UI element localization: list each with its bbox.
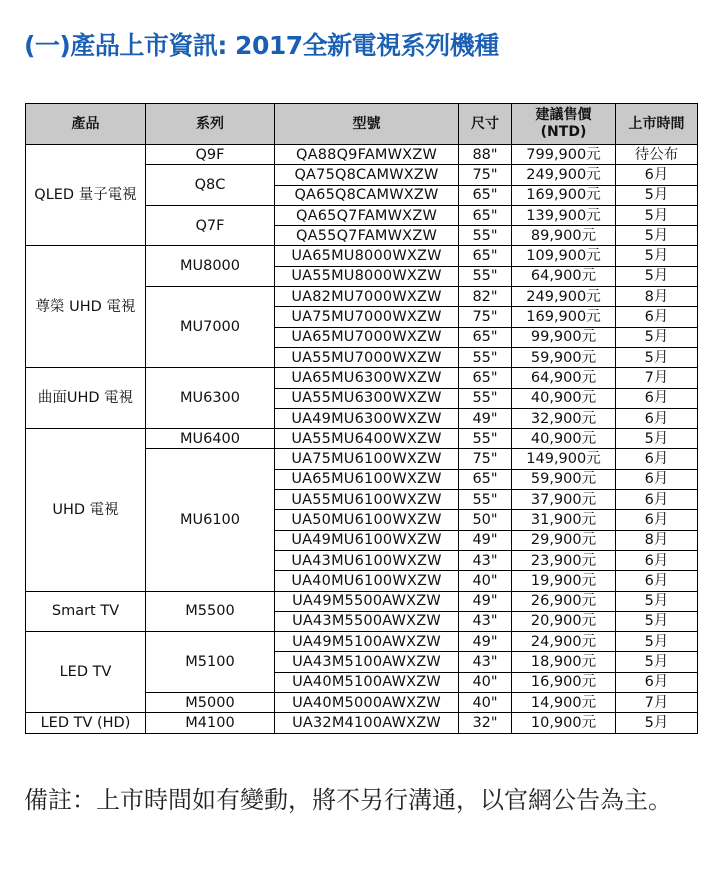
table-header-row [26, 104, 698, 145]
launch-cell: 5月 [616, 347, 698, 367]
product-cell: QLED 量子電視 [26, 145, 146, 246]
page-title: (一)產品上市資訊: 2017全新電視系列機種 [24, 31, 499, 60]
series-cell: M5500 [146, 591, 275, 632]
series-cell: M4100 [146, 713, 275, 733]
model-cell: UA43M5500AWXZW [275, 611, 459, 631]
size-cell: 40" [459, 571, 512, 591]
price-cell: 109,900元 [512, 246, 616, 266]
series-cell: Q7F [146, 205, 275, 246]
launch-cell: 5月 [616, 652, 698, 672]
price-cell: 169,900元 [512, 185, 616, 205]
launch-cell: 6月 [616, 490, 698, 510]
launch-cell: 5月 [616, 713, 698, 733]
launch-cell: 5月 [616, 185, 698, 205]
model-cell: UA75MU6100WXZW [275, 449, 459, 469]
size-cell: 32" [459, 713, 512, 733]
model-cell: UA49M5500AWXZW [275, 591, 459, 611]
price-cell: 249,900元 [512, 287, 616, 307]
price-cell: 31,900元 [512, 510, 616, 530]
product-cell: LED TV [26, 632, 146, 713]
launch-cell: 8月 [616, 287, 698, 307]
series-cell: MU6400 [146, 429, 275, 449]
launch-cell: 6月 [616, 307, 698, 327]
model-cell: UA32M4100AWXZW [275, 713, 459, 733]
launch-cell: 8月 [616, 530, 698, 550]
product-cell: Smart TV [26, 591, 146, 632]
table-row [26, 591, 698, 611]
price-cell: 64,900元 [512, 368, 616, 388]
price-cell: 19,900元 [512, 571, 616, 591]
table-row [26, 713, 698, 733]
size-cell: 40" [459, 693, 512, 713]
size-cell: 55" [459, 226, 512, 246]
model-cell: UA65MU8000WXZW [275, 246, 459, 266]
table-body [26, 145, 698, 734]
launch-cell: 6月 [616, 571, 698, 591]
launch-cell: 5月 [616, 327, 698, 347]
size-cell: 65" [459, 368, 512, 388]
size-cell: 75" [459, 165, 512, 185]
size-cell: 40" [459, 672, 512, 692]
model-cell: UA40M5100AWXZW [275, 672, 459, 692]
price-cell: 64,900元 [512, 266, 616, 286]
size-cell: 49" [459, 530, 512, 550]
launch-cell: 5月 [616, 611, 698, 631]
series-cell: Q8C [146, 165, 275, 206]
size-cell: 49" [459, 591, 512, 611]
table-row [26, 246, 698, 266]
price-cell: 249,900元 [512, 165, 616, 185]
series-cell: M5000 [146, 693, 275, 713]
price-cell: 59,900元 [512, 347, 616, 367]
launch-cell: 7月 [616, 693, 698, 713]
price-cell: 16,900元 [512, 672, 616, 692]
model-cell: UA49MU6300WXZW [275, 408, 459, 428]
model-cell: UA43MU6100WXZW [275, 550, 459, 570]
launch-cell: 6月 [616, 510, 698, 530]
price-cell: 149,900元 [512, 449, 616, 469]
price-cell: 799,900元 [512, 145, 616, 165]
price-cell: 26,900元 [512, 591, 616, 611]
launch-cell: 5月 [616, 226, 698, 246]
size-cell: 55" [459, 347, 512, 367]
table-row [26, 632, 698, 652]
series-cell: MU7000 [146, 287, 275, 368]
size-cell: 65" [459, 205, 512, 225]
price-cell: 40,900元 [512, 388, 616, 408]
model-cell: QA65Q7FAMWXZW [275, 205, 459, 225]
header-size: 尺寸 [459, 104, 512, 145]
model-cell: UA65MU6100WXZW [275, 469, 459, 489]
header-launch: 上市時間 [616, 104, 698, 145]
model-cell: UA82MU7000WXZW [275, 287, 459, 307]
model-cell: QA55Q7FAMWXZW [275, 226, 459, 246]
model-cell: UA55MU7000WXZW [275, 347, 459, 367]
price-cell: 20,900元 [512, 611, 616, 631]
model-cell: UA40M5000AWXZW [275, 693, 459, 713]
series-cell: MU6100 [146, 449, 275, 591]
launch-cell: 待公布 [616, 145, 698, 165]
launch-cell: 6月 [616, 165, 698, 185]
table-row [26, 368, 698, 388]
footnote: 備註：上市時間如有變動，將不另行溝通，以官網公告為主。 [24, 786, 672, 814]
size-cell: 55" [459, 490, 512, 510]
price-cell: 24,900元 [512, 632, 616, 652]
table-row [26, 429, 698, 449]
header-model: 型號 [275, 104, 459, 145]
product-cell: 曲面UHD 電視 [26, 368, 146, 429]
model-cell: UA65MU6300WXZW [275, 368, 459, 388]
launch-cell: 6月 [616, 408, 698, 428]
size-cell: 75" [459, 307, 512, 327]
tv-spec-table [25, 103, 698, 734]
launch-cell: 6月 [616, 449, 698, 469]
price-cell: 37,900元 [512, 490, 616, 510]
launch-cell: 7月 [616, 368, 698, 388]
header-series: 系列 [146, 104, 275, 145]
model-cell: UA75MU7000WXZW [275, 307, 459, 327]
price-cell: 169,900元 [512, 307, 616, 327]
model-cell: UA55MU6100WXZW [275, 490, 459, 510]
size-cell: 55" [459, 429, 512, 449]
model-cell: UA65MU7000WXZW [275, 327, 459, 347]
product-cell: UHD 電視 [26, 429, 146, 591]
price-cell: 99,900元 [512, 327, 616, 347]
size-cell: 43" [459, 550, 512, 570]
price-cell: 89,900元 [512, 226, 616, 246]
series-cell: Q9F [146, 145, 275, 165]
model-cell: UA40MU6100WXZW [275, 571, 459, 591]
model-cell: UA50MU6100WXZW [275, 510, 459, 530]
price-cell: 29,900元 [512, 530, 616, 550]
product-cell: LED TV (HD) [26, 713, 146, 733]
model-cell: QA75Q8CAMWXZW [275, 165, 459, 185]
launch-cell: 5月 [616, 632, 698, 652]
size-cell: 65" [459, 246, 512, 266]
model-cell: UA49MU6100WXZW [275, 530, 459, 550]
table-row [26, 145, 698, 165]
size-cell: 65" [459, 327, 512, 347]
size-cell: 50" [459, 510, 512, 530]
size-cell: 49" [459, 408, 512, 428]
size-cell: 49" [459, 632, 512, 652]
launch-cell: 6月 [616, 388, 698, 408]
price-cell: 18,900元 [512, 652, 616, 672]
model-cell: QA88Q9FAMWXZW [275, 145, 459, 165]
size-cell: 65" [459, 185, 512, 205]
price-cell: 40,900元 [512, 429, 616, 449]
model-cell: QA65Q8CAMWXZW [275, 185, 459, 205]
series-cell: MU6300 [146, 368, 275, 429]
launch-cell: 5月 [616, 266, 698, 286]
price-cell: 23,900元 [512, 550, 616, 570]
model-cell: UA55MU6400WXZW [275, 429, 459, 449]
header-product: 產品 [26, 104, 146, 145]
launch-cell: 5月 [616, 591, 698, 611]
launch-cell: 6月 [616, 550, 698, 570]
size-cell: 65" [459, 469, 512, 489]
model-cell: UA55MU6300WXZW [275, 388, 459, 408]
size-cell: 55" [459, 388, 512, 408]
price-cell: 32,900元 [512, 408, 616, 428]
size-cell: 75" [459, 449, 512, 469]
series-cell: M5100 [146, 632, 275, 693]
price-cell: 14,900元 [512, 693, 616, 713]
launch-cell: 5月 [616, 429, 698, 449]
series-cell: MU8000 [146, 246, 275, 287]
model-cell: UA55MU8000WXZW [275, 266, 459, 286]
price-cell: 10,900元 [512, 713, 616, 733]
size-cell: 55" [459, 266, 512, 286]
size-cell: 43" [459, 611, 512, 631]
price-cell: 139,900元 [512, 205, 616, 225]
model-cell: UA49M5100AWXZW [275, 632, 459, 652]
header-price: 建議售價 (NTD) [512, 104, 616, 145]
launch-cell: 6月 [616, 469, 698, 489]
size-cell: 82" [459, 287, 512, 307]
model-cell: UA43M5100AWXZW [275, 652, 459, 672]
product-cell: 尊榮 UHD 電視 [26, 246, 146, 368]
size-cell: 88" [459, 145, 512, 165]
launch-cell: 5月 [616, 246, 698, 266]
size-cell: 43" [459, 652, 512, 672]
launch-cell: 6月 [616, 672, 698, 692]
launch-cell: 5月 [616, 205, 698, 225]
price-cell: 59,900元 [512, 469, 616, 489]
